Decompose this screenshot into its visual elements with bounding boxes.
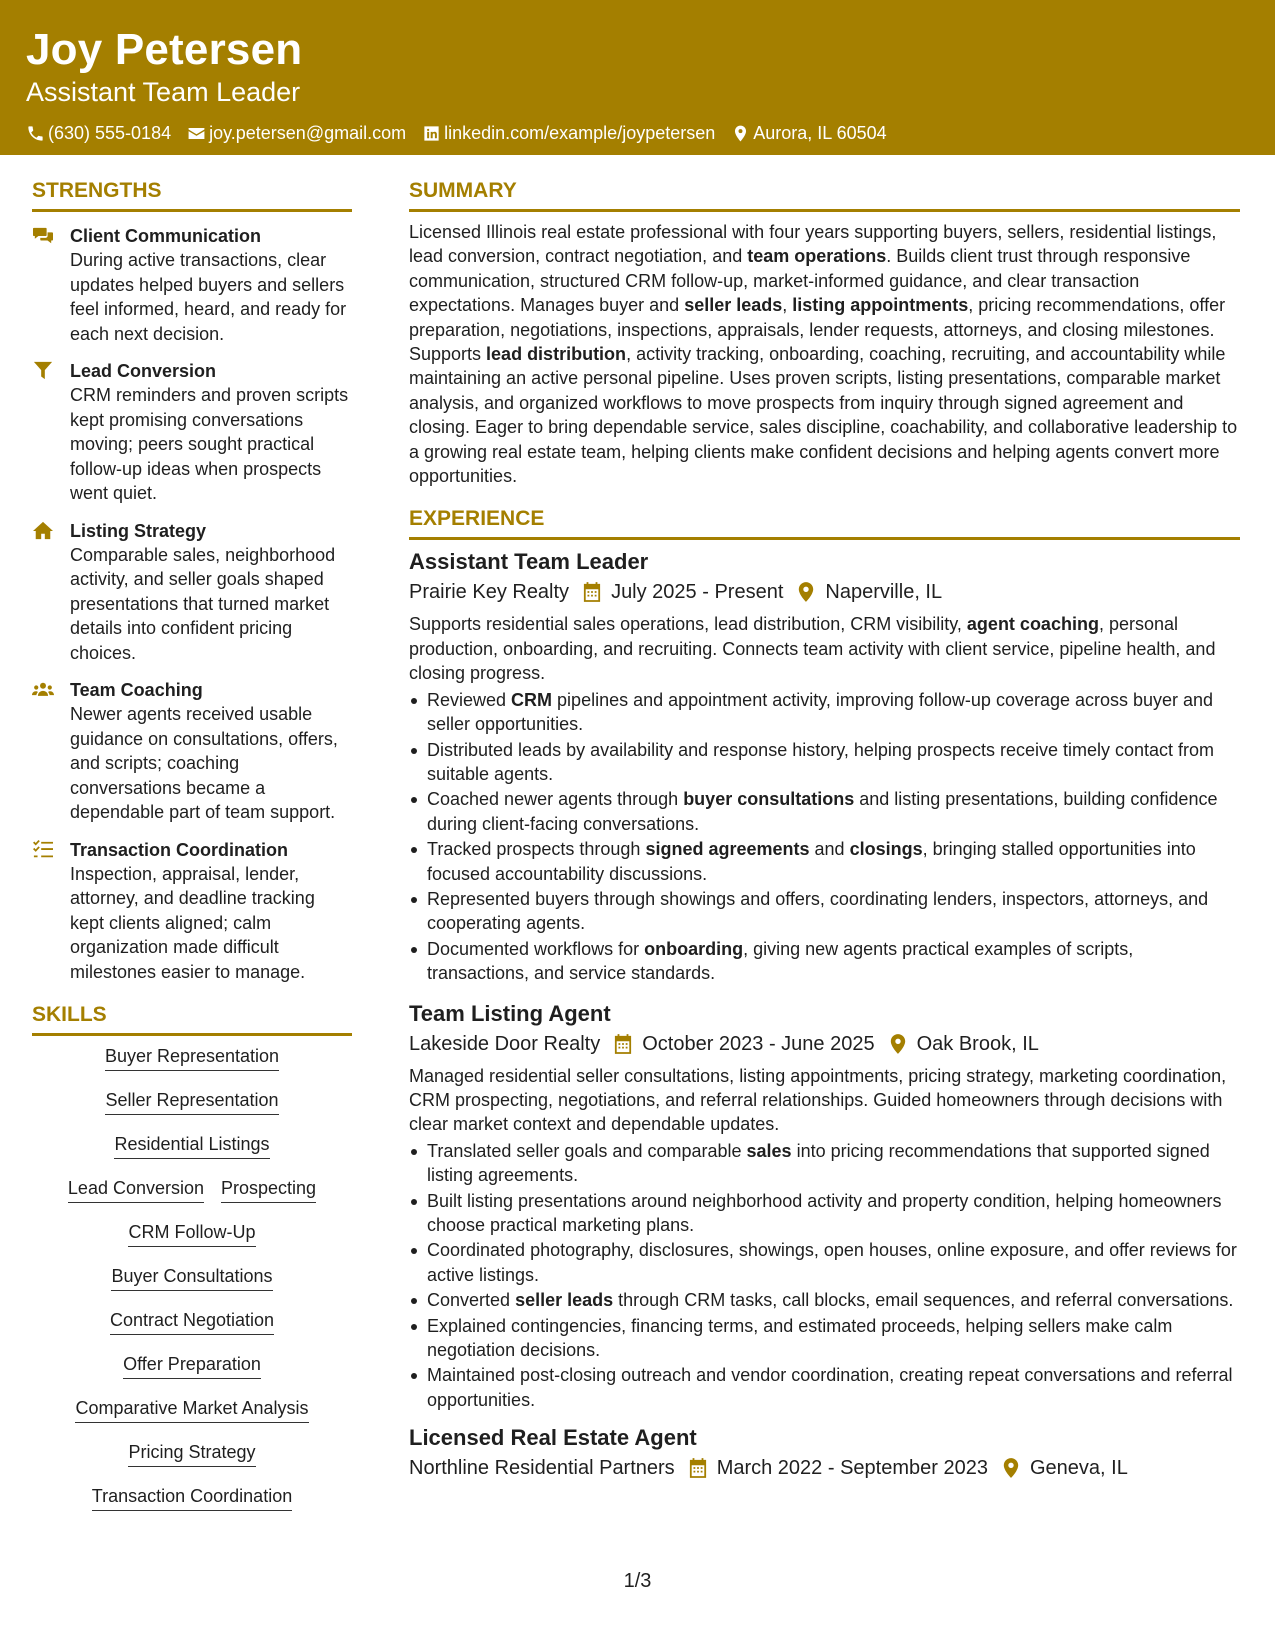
job-entry [409,1000,1240,1413]
bold-keyword: sales [746,1140,792,1161]
strength-title: Transaction Coordination [70,839,289,860]
phone-icon [26,124,45,143]
strength-text: Inspection, appraisal, lender, attorney, and deadline tracking kept clients aligned; calm organization made difficult milestones easier to manage. [70,863,315,982]
resume-header [0,0,1275,155]
skill-tag: Contract Negotiation [110,1308,274,1335]
contact-location-text: Aurora, IL 60504 [753,123,887,143]
bullet-item: Documented workflows for onboarding, giving new agents practical examples of scripts, transactions, and service standards. [409,937,1240,986]
skill-tag: Offer Preparation [123,1352,261,1379]
linkedin-icon [422,124,441,143]
calendar-icon [614,1034,632,1054]
strengths-heading: STRENGTHS [32,178,352,212]
strength-title: Listing Strategy [70,520,207,541]
job-company: Prairie Key Realty [409,581,570,604]
bold-keyword: buyer consultations [683,789,855,810]
strength-title: Team Coaching [70,680,203,700]
bold-keyword: team operations [747,246,887,267]
calendar-icon [689,1458,707,1478]
checklist-icon [32,840,54,860]
bold-keyword: lead distribution [486,344,627,365]
map-pin-icon [731,124,750,143]
job-company: Lakeside Door Realty [409,1032,601,1055]
job-location: Naperville, IL [825,581,943,604]
strength-text: Newer agents received usable guidance on consultations, offers, and scripts; coaching conversations became a dependable part of team support. [70,704,338,822]
strength-title: Client Communication [70,226,262,246]
bullet-item: Distributed leads by availability and response history, helping prospects receive timely contact from suitable agents. [409,738,1240,787]
job-entry [409,548,1240,985]
job-meta [409,1030,1240,1058]
bullet-item: Represented buyers through showings and offers, coordinating lenders, inspectors, attorneys, and cooperating agents. [409,887,1240,936]
job-location: Oak Brook, IL [916,1032,1039,1055]
job-title: Assistant Team Leader [409,549,649,575]
page-number: 1/3 [623,1570,652,1592]
skill-tag: CRM Follow-Up [128,1220,255,1247]
candidate-role: Assistant Team Leader [26,77,301,107]
strength-text: Comparable sales, neighborhood activity, and seller goals shaped presentations that turned market details into confident pricing choices. [70,544,336,663]
contact-email[interactable] [187,122,406,144]
contact-linkedin-text: linkedin.com/example/joypetersen [444,123,716,143]
job-entry [409,1424,1240,1482]
bullet-item: Translated seller goals and comparable sales into pricing recommendations that supported signed listing agreements. [409,1139,1240,1188]
comments-icon [32,226,54,246]
bold-keyword: signed agreements [645,839,810,860]
job-dates: October 2023 - June 2025 [642,1032,875,1055]
job-bullets [409,688,1240,986]
map-pin-icon [1002,1458,1020,1478]
job-dates: July 2025 - Present [611,581,784,604]
skills-list [32,1044,352,1528]
strength-item [32,519,352,666]
job-company: Northline Residential Partners [409,1457,675,1480]
contact-linkedin[interactable] [422,122,715,144]
skills-heading: SKILLS [32,1002,352,1036]
job-meta [409,578,1240,606]
job-description: Managed residential seller consultations, listing appointments, pricing strategy, marketing coordination, CRM prospecting, negotiations, and referral relationships. Guided homeowners through decisions with clear market context and dependable updates. [409,1065,1227,1135]
strength-item [32,359,352,506]
left-column [32,178,352,1528]
job-dates: March 2022 - September 2023 [716,1457,988,1480]
skill-tag: Residential Listings [114,1132,269,1159]
calendar-icon [583,582,601,602]
strength-title: Lead Conversion [70,361,217,381]
contact-bar [26,122,1249,144]
bullet-item: Converted seller leads through CRM tasks, call blocks, email sequences, and referral conversations. [409,1288,1240,1312]
skill-tag: Pricing Strategy [128,1440,255,1467]
job-description: Supports residential sales operations, lead distribution, CRM visibility, agent coaching, personal production, onboarding, and recruiting. Connects team activity with client service, pipeline health, and closing progress. [409,614,1216,684]
bold-keyword: listing appointments [792,295,969,316]
bullet-item: Coached newer agents through buyer consultations and listing presentations, building confidence during client-facing conversations. [409,787,1240,836]
bullet-item: Built listing presentations around neighborhood activity and property condition, helping homeowners choose practical marketing plans. [409,1189,1240,1238]
bullet-item: Reviewed CRM pipelines and appointment activity, improving follow-up coverage across buyer and seller opportunities. [409,688,1240,737]
skill-tag: Comparative Market Analysis [75,1396,308,1423]
summary-heading: SUMMARY [409,178,1240,212]
funnel-icon [32,361,54,381]
bullet-item: Explained contingencies, financing terms, and estimated proceeds, helping sellers make calm negotiation decisions. [409,1314,1240,1363]
contact-location [731,122,886,144]
skill-tag: Buyer Representation [105,1044,279,1071]
strength-text: CRM reminders and proven scripts kept promising conversations moving; peers sought practical follow-up ideas when prospects went quiet. [70,385,349,503]
right-column [409,178,1240,1482]
summary-text: Licensed Illinois real estate professional with four years supporting buyers, sellers, residential listings, lead conversion, contract negotiation, and team operations. Builds client trust through responsive communication, structured CRM follow-up, market-informed guidance, and clear transaction expectations. Manages buyer and seller leads, listing appointments, pricing recommendations, offer preparation, negotiations, inspections, appraisals, lender requests, attorneys, and closing milestones. Supports lead distribution, activity tracking, onboarding, coaching, recruiting, and accountability while maintaining an active personal pipeline. Uses proven scripts, listing presentations, comparable market analysis, and organized workflows to move prospects from inquiry through signed agreement and closing. Eager to bring dependable service, sales discipline, coachability, and collaborative leadership to a growing real estate team, helping clients make confident decisions and helping agents convert more opportunities. [409,222,1238,487]
job-title: Team Listing Agent [409,1000,611,1026]
contact-phone-text: (630) 555-0184 [48,123,172,143]
experience-heading: EXPERIENCE [409,506,1240,540]
strength-item [32,678,352,825]
job-location: Geneva, IL [1029,1457,1128,1480]
job-title: Licensed Real Estate Agent [409,1425,697,1451]
bold-keyword: onboarding [644,938,744,959]
map-pin-icon [889,1034,907,1054]
skill-tag: Transaction Coordination [92,1484,292,1511]
bullet-item: Tracked prospects through signed agreements and closings, bringing stalled opportunities into focused accountability discussions. [409,837,1240,886]
bold-keyword: closings [849,839,923,860]
skill-tag: Buyer Consultations [111,1264,272,1291]
bold-keyword: CRM [511,689,553,710]
strength-item [32,838,352,985]
strength-item [32,224,352,346]
bold-keyword: agent coaching [966,614,1099,635]
skill-tag: Lead Conversion [68,1176,204,1203]
bullet-item: Maintained post-closing outreach and vendor coordination, creating repeat conversations and referral opportunities. [409,1363,1240,1412]
skill-tag: Prospecting [221,1176,316,1203]
strength-text: During active transactions, clear updates helped buyers and sellers feel informed, heard, and ready for each next decision. [70,250,347,344]
bold-keyword: seller leads [515,1290,614,1311]
skill-tag: Seller Representation [105,1088,278,1115]
contact-email-text: joy.petersen@gmail.com [209,123,407,143]
contact-phone[interactable] [26,122,171,144]
bold-keyword: seller leads [684,295,783,316]
envelope-icon [187,124,206,143]
strengths-list [32,224,352,984]
job-bullets [409,1139,1240,1412]
bullet-item: Coordinated photography, disclosures, showings, open houses, online exposure, and offer reviews for active listings. [409,1238,1240,1287]
job-meta [409,1454,1240,1482]
candidate-name: Joy Petersen [26,25,303,74]
home-icon [32,521,54,541]
users-icon [32,680,54,700]
map-pin-icon [797,582,815,602]
